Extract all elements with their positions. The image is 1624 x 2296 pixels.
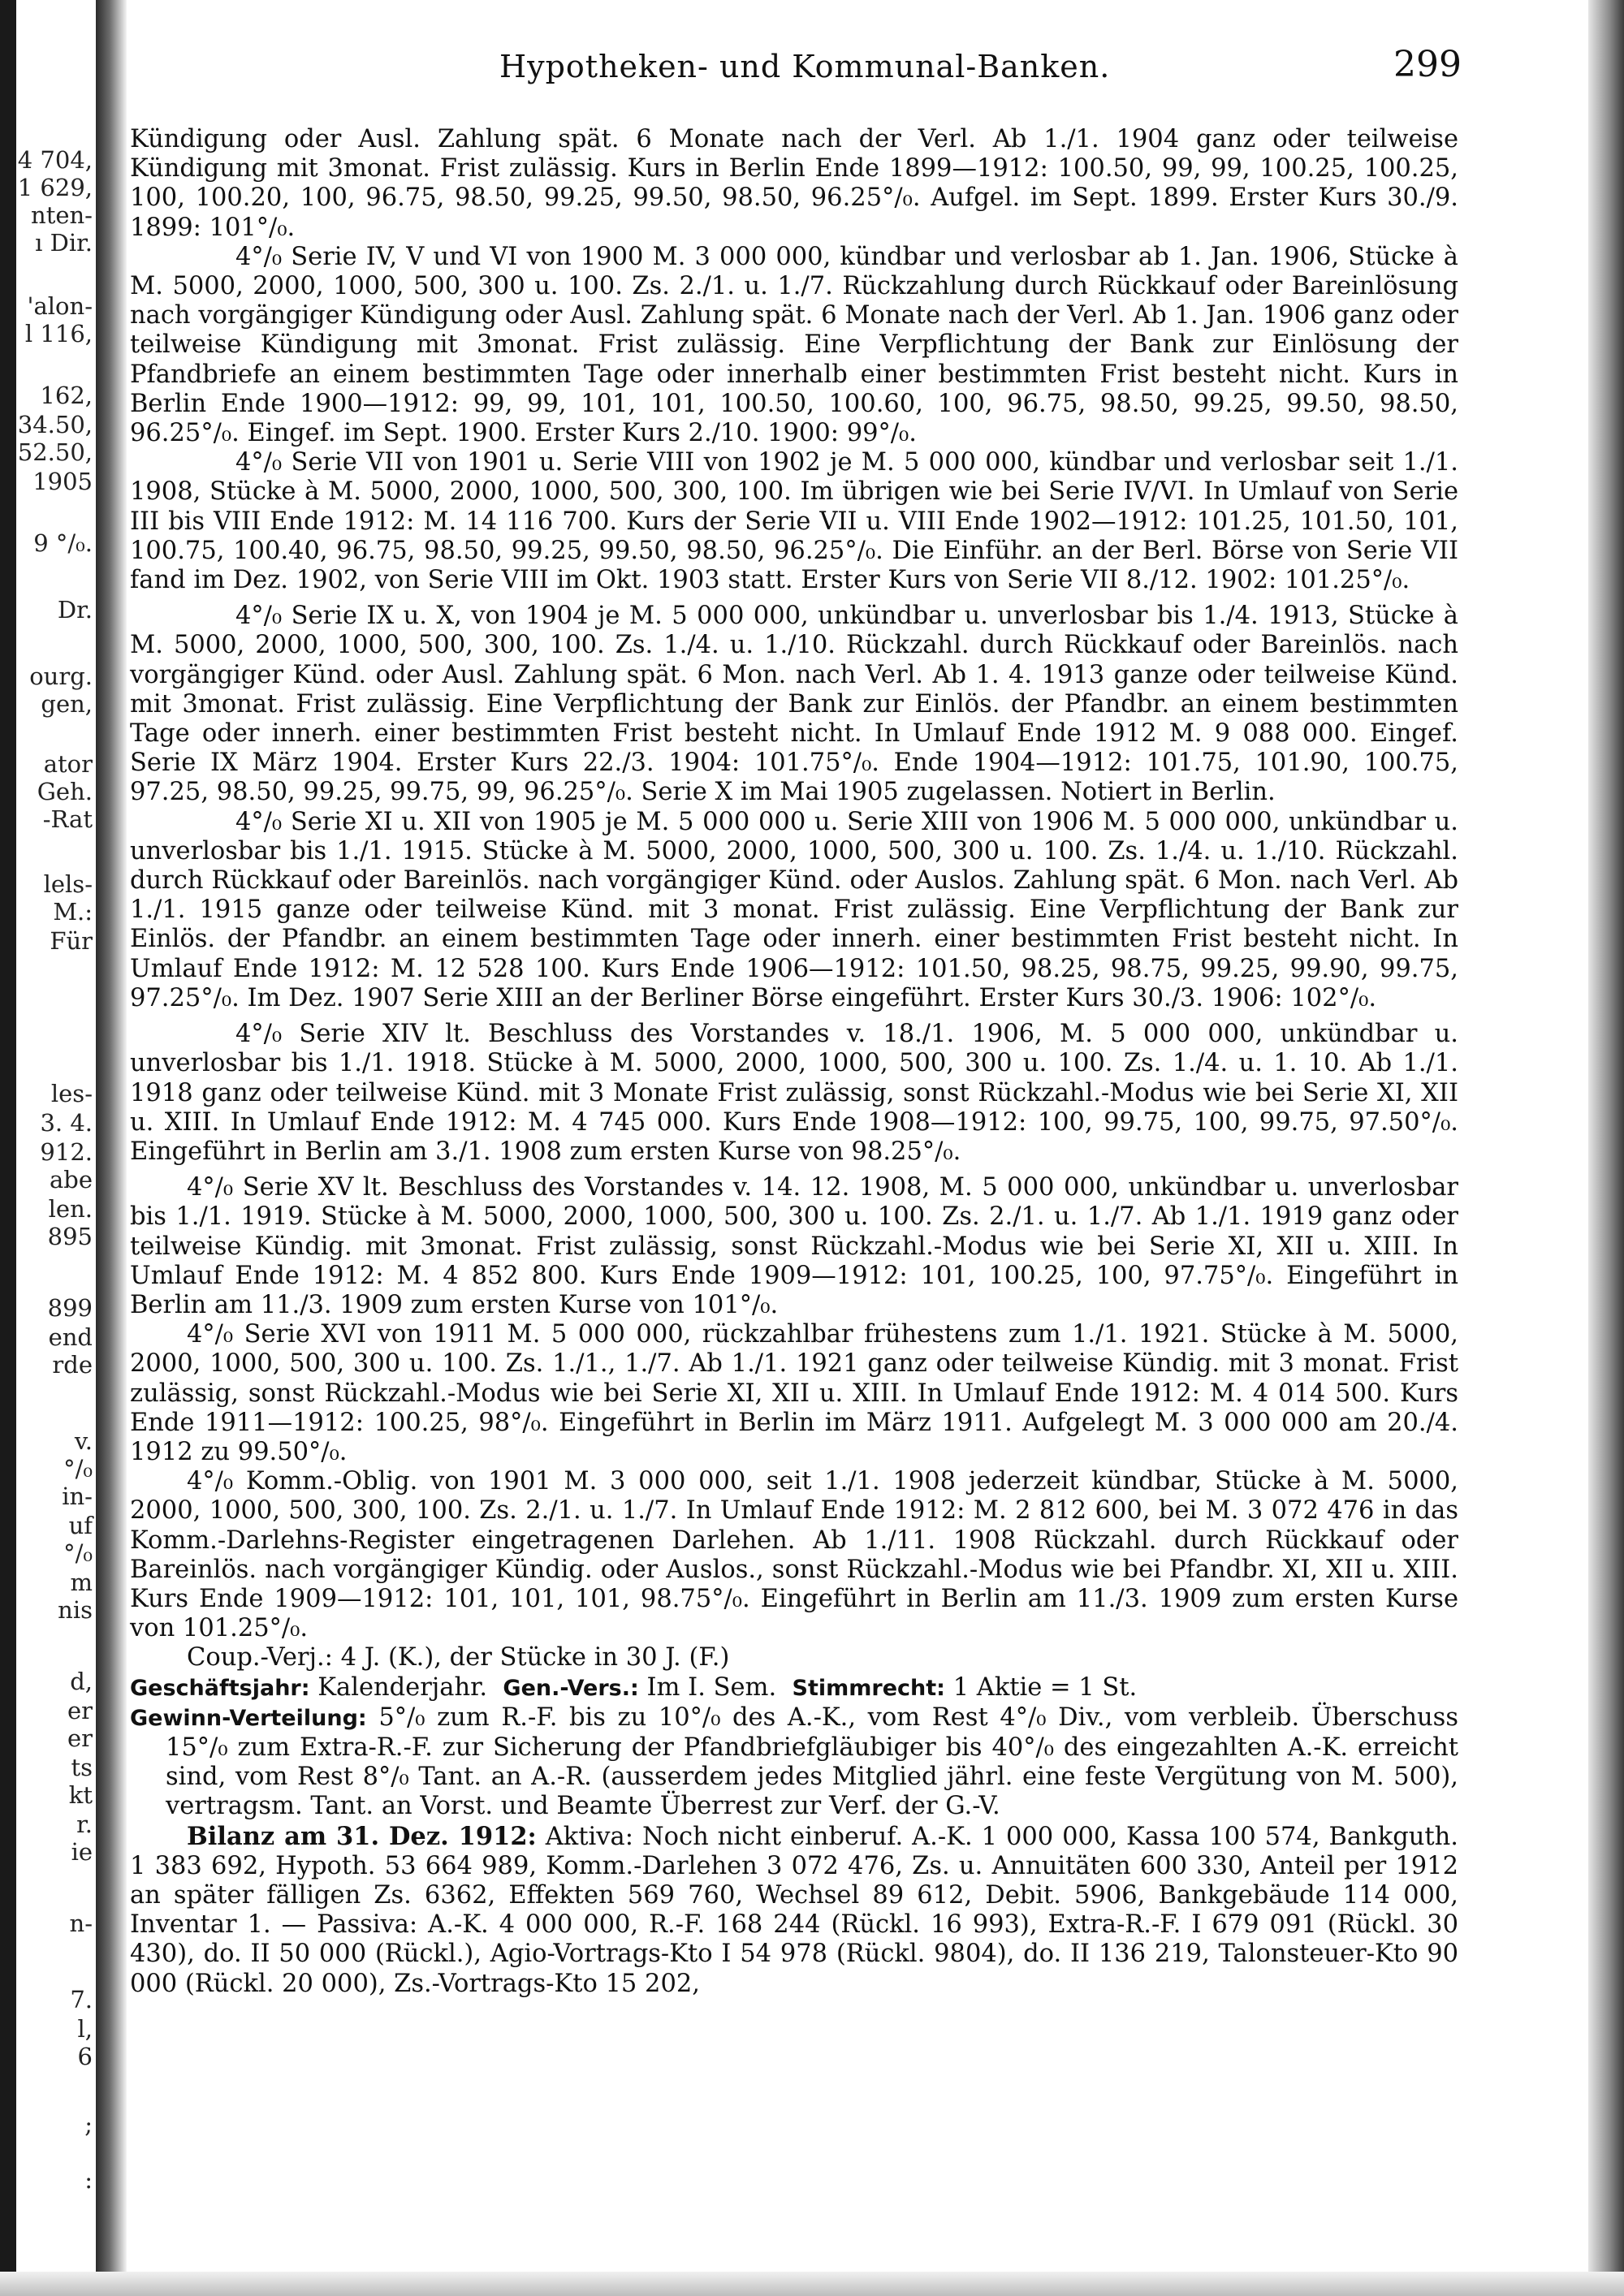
fragment-text: 7. bbox=[70, 1986, 93, 2013]
fragment-text: l, bbox=[77, 2015, 93, 2043]
fragment-text: v. bbox=[74, 1427, 93, 1455]
fragment-text: 'alon- bbox=[27, 292, 93, 320]
fragment-text: 899 bbox=[47, 1294, 93, 1322]
stimmrecht-label: Stimmrecht: bbox=[792, 1675, 945, 1701]
fragment-text: n- bbox=[69, 1910, 93, 1937]
paragraph: 4°/₀ Serie VII von 1901 u. Serie VIII von 1902 je M. 5 000 000, kündbar und verlosbar seit 1./1. 1908, Stücke à M. 5000, 2000, 1000, 500, 300, 100. Im übrigen wie bei Serie IV/VI. In Umlauf von Serie III bis VIII Ende 1912: M. 14 116 700. Kurs der Serie VII u. VIII Ende 1902—1912: 101.25, 101.50, 101, 100.75, 100.40, 96.75, 98.50, 99.25, 99.50, 98.50, 96.25°/₀. Die Einführ. an der Berl. Börse von Serie VII fand im Dez. 1902, von Serie VIII im Okt. 1903 statt. Erster Kurs von Serie VII 8./12. 1902: 101.25°/₀. bbox=[130, 448, 1458, 595]
fragment-text: len. bbox=[48, 1195, 93, 1223]
fragment-text: °/₀ bbox=[63, 1455, 93, 1482]
fragment-text: 1905 bbox=[32, 468, 93, 495]
genvers-label: Gen.-Vers.: bbox=[503, 1675, 639, 1701]
fragment-text: lels- bbox=[43, 870, 93, 898]
fragment-text: kt bbox=[68, 1781, 93, 1809]
fragment-text: : bbox=[84, 2166, 93, 2194]
fragment-text: ts bbox=[71, 1754, 93, 1781]
page-number: 299 bbox=[1393, 44, 1462, 85]
fragment-text: abe bbox=[49, 1166, 93, 1193]
scan-bottom-edge bbox=[0, 2272, 1624, 2296]
fragment-text: les- bbox=[50, 1080, 93, 1107]
fragment-text: ; bbox=[84, 2111, 93, 2138]
fragment-text: er bbox=[67, 1724, 93, 1752]
fragment-text: 1 629, bbox=[17, 174, 93, 201]
fragment-text: 9 °/₀. bbox=[33, 529, 93, 557]
fragment-text: gen, bbox=[41, 690, 93, 718]
fragment-text: l 116, bbox=[24, 320, 93, 347]
fragment-text: uf bbox=[68, 1512, 93, 1539]
paragraph: 4°/₀ Serie IV, V und VI von 1900 M. 3 000 000, kündbar und verlosbar ab 1. Jan. 1906, Stücke à M. 5000, 2000, 1000, 500, 300 u. 100. Zs. 2./1. u. 1./7. Rückzahlung durch Rückkauf oder Bareinlösung nach vorgängiger Kündigung oder Ausl. Zahlung spät. 6 Monate nach der Verl. Ab 1. Jan. 1906 ganz oder teilweise Kündigung mit 3monat. Frist zulässig. Eine Verpflichtung der Bank zur Einlösung der Pfandbriefe an einem bestimmten Tage oder innerhalb einer bestimmten Frist besteht nicht. Kurs in Berlin Ende 1900—1912: 99, 99, 101, 101, 100.50, 100.60, 100, 96.75, 98.50, 99.25, 99.50, 98.50, 96.25°/₀. Eingef. im Sept. 1900. Erster Kurs 2./10. 1900: 99°/₀. bbox=[130, 242, 1458, 448]
fragment-text: nis bbox=[58, 1596, 93, 1624]
gewinn-text: 5°/₀ zum R.-F. bis zu 10°/₀ des A.-K., vom Rest 4°/₀ Div., vom verbleib. Überschuss 15°/₀ zum Extra-R.-F. zur Sicherung der Pfandbriefgläubiger bis 40°/₀ des eingezahlten A.-K. erreicht sind, vom Rest 8°/₀ Tant. an A.-R. (ausserdem jedes Mitglied jährl. eine feste Vergütung von M. 500), vertragsm. Tant. an Vorst. und Beamte Überrest zur Verf. der G.-V. bbox=[166, 1703, 1458, 1821]
bilanz-text: Aktiva: Noch nicht einberuf. A.-K. 1 000 000, Kassa 100 574, Bankguth. 1 383 692, Hypoth. 53 664 989, Komm.-Darlehen 3 072 476, Zs. u. Annuitäten 600 330, Anteil per 1912 an später fälligen Zs. 6362, Effekten 569 760, Wechsel 89 612, Debit. 5906, Bankgebäude 114 000, Inventar 1. — Passiva: A.-K. 4 000 000, R.-F. 168 244 (Rückl. 16 993), Extra-R.-F. I 679 091 (Rückl. 30 430), do. II 50 000 (Rückl.), Agio-Vortrags-Kto I 54 978 (Rückl. 9804), do. II 136 219, Talonsteuer-Kto 90 000 (Rückl. 20 000), Zs.-Vortrags-Kto 15 202, bbox=[130, 1822, 1458, 1998]
fragment-text: ie bbox=[71, 1838, 93, 1866]
fragment-text: nten- bbox=[31, 201, 93, 229]
fragment-text: er bbox=[67, 1697, 93, 1724]
fragment-text: ı Dir. bbox=[35, 229, 93, 257]
fragment-text: 895 bbox=[47, 1223, 93, 1250]
paragraph: Coup.-Verj.: 4 J. (K.), der Stücke in 30 J. (F.) bbox=[187, 1643, 730, 1672]
paragraph: 4°/₀ Serie XVI von 1911 M. 5 000 000, rückzahlbar frühestens zum 1./1. 1921. Stücke à M. 5000, 2000, 1000, 500, 300 u. 100. Zs. 1./1., 1./7. Ab 1./1. 1921 ganz oder teilweise Kündig. mit 3 monat. Frist zulässig, sonst Rückzahl.-Modus wie bei Serie XI, XII u. XIII. In Umlauf Ende 1912: M. 4 014 500. Kurs Ende 1911—1912: 100.25, 98°/₀. Eingeführt in Berlin im März 1911. Aufgelegt M. 3 000 000 am 20./4. 1912 zu 99.50°/₀. bbox=[130, 1320, 1458, 1466]
fragment-text: 3. 4. bbox=[40, 1109, 93, 1137]
geschaeftsjahr-value: Kalenderjahr. bbox=[317, 1672, 488, 1702]
paragraph: 4°/₀ Serie XIV lt. Beschluss des Vorstandes v. 18./1. 1906, M. 5 000 000, unkündbar u. unverlosbar bis 1./1. 1918. Stücke à M. 5000, 2000, 1000, 500, 300 u. 100. Zs. 1./4. u. 1. 10. Ab 1./1. 1918 ganz oder teilweise Künd. mit 3 Monate Frist zulässig, sonst Rückzahl.-Modus wie bei Serie XI, XII u. XIII. In Umlauf Ende 1912: M. 4 745 000. Kurs Ende 1908—1912: 100, 99.75, 100, 99.75, 97.50°/₀. Eingeführt in Berlin am 3./1. 1908 zum ersten Kurse von 98.25°/₀. bbox=[130, 1020, 1458, 1166]
paragraph: 4°/₀ Serie IX u. X, von 1904 je M. 5 000 000, unkündbar u. unverlosbar bis 1./4. 1913, Stücke à M. 5000, 2000, 1000, 500, 300, 100. Zs. 1./4. u. 1./10. Rückzahl. durch Rückkauf oder Bareinlös. nach vorgängiger Künd. oder Ausl. Zahlung spät. 6 Mon. nach Verl. Ab 1. 4. 1913 ganze oder teilweise Künd. mit 3monat. Frist zulässig. Eine Verpflichtung der Bank zur Einlös. der Pfandbr. an einem bestimmten Tage oder innerh. einer bestimmten Frist besteht nicht. In Umlauf Ende 1912 M. 9 088 000. Eingef. Serie IX März 1904. Erster Kurs 22./3. 1904: 101.75°/₀. Ende 1904—1912: 101.75, 101.90, 100.75, 97.25, 98.50, 99.25, 99.75, 99, 96.25°/₀. Serie X im Mai 1905 zugelassen. Notiert in Berlin. bbox=[130, 602, 1458, 807]
fragment-text: m bbox=[70, 1569, 93, 1596]
body-text bbox=[130, 125, 1458, 1999]
fragment-text: 4 704, bbox=[17, 146, 93, 174]
previous-page-fragment bbox=[6, 0, 96, 2296]
running-head: Hypotheken- und Kommunal-Banken. bbox=[499, 49, 1111, 84]
fragment-text: 162, bbox=[40, 382, 93, 409]
fragment-text: 34.50, bbox=[17, 411, 93, 438]
fragment-text: end bbox=[48, 1323, 93, 1351]
fragment-text: Für bbox=[50, 927, 93, 955]
book-gutter bbox=[96, 0, 127, 2296]
paragraph: 4°/₀ Komm.-Oblig. von 1901 M. 3 000 000, seit 1./1. 1908 jederzeit kündbar, Stücke à M. 5000, 2000, 1000, 500, 300, 100. Zs. 2./1. u. 1./7. In Umlauf Ende 1912: M. 2 812 600, bei M. 3 072 476 in das Komm.-Darlehns-Register eingetragenen Darlehen. Ab 1./11. 1908 Rückzahl. durch Rückkauf oder Bareinlös. nach vorgängiger Kündig. oder Auslos., sonst Rückzahl.-Modus wie bei Pfandbr. XI, XII u. XIII. Kurs Ende 1909—1912: 101, 101, 101, 98.75°/₀. Eingeführt in Berlin am 11./3. 1909 zum ersten Kurse von 101.25°/₀. bbox=[130, 1467, 1458, 1643]
paragraph: 4°/₀ Serie XI u. XII von 1905 je M. 5 000 000 u. Serie XIII von 1906 M. 5 000 000, unkündbar u. unverlosbar bis 1./1. 1915. Stücke à M. 5000, 2000, 1000, 500, 300 u. 100. Zs. 1./4. u. 1./10. Rückzahl. durch Rückkauf oder Bareinlös. nach vorgängiger Künd. oder Auslos. Zahlung spät. 6 Mon. nach Verl. Ab 1./1. 1915 ganze oder teilweise Künd. mit 3 monat. Frist zulässig. Eine Verpflichtung der Bank zur Einlös. der Pfandbr. an einem bestimmten Tage oder innerh. einer bestimmten Frist besteht nicht. In Umlauf Ende 1912: M. 12 528 100. Kurs Ende 1906—1912: 101.50, 98.25, 98.75, 99.25, 99.90, 99.75, 97.25°/₀. Im Dez. 1907 Serie XIII an der Berliner Börse eingeführt. Erster Kurs 30./3. 1906: 102°/₀. bbox=[130, 807, 1458, 1012]
fragment-text: ourg. bbox=[29, 662, 93, 690]
gewinn-label: Gewinn-Verteilung: bbox=[130, 1705, 367, 1731]
fragment-text: r. bbox=[76, 1810, 93, 1838]
geschaeftsjahr-label: Geschäftsjahr: bbox=[130, 1675, 310, 1701]
fragment-text: Geh. bbox=[37, 778, 93, 805]
fragment-text: rde bbox=[52, 1351, 93, 1379]
paragraph: 4°/₀ Serie XV lt. Beschluss des Vorstandes v. 14. 12. 1908, M. 5 000 000, unkündbar u. unverlosbar bis 1./1. 1919. Stücke à M. 5000, 2000, 1000, 500, 300 u. 100. Zs. 2./1. u. 1./7. Ab 1./1. 1919 ganz oder teilweise Kündig. mit 3monat. Frist zulässig, sonst Rückzahl.-Modus wie bei Serie XI, XII u. XIII. In Umlauf Ende 1912: M. 4 852 800. Kurs Ende 1909—1912: 101, 100.25, 100, 97.75°/₀. Eingeführt in Berlin am 11./3. 1909 zum ersten Kurse von 101°/₀. bbox=[130, 1173, 1458, 1319]
fragment-text: 52.50, bbox=[17, 438, 93, 466]
genvers-value: Im I. Sem. bbox=[646, 1672, 777, 1702]
fragment-text: M.: bbox=[53, 898, 93, 926]
fragment-text: °/₀ bbox=[63, 1539, 93, 1567]
fragment-text: ator bbox=[43, 750, 93, 778]
bilanz bbox=[130, 1822, 1458, 1999]
fragment-text: in- bbox=[62, 1482, 93, 1510]
bilanz-label: Bilanz am 31. Dez. 1912: bbox=[187, 1821, 537, 1851]
stimmrecht-value: 1 Aktie = 1 St. bbox=[952, 1672, 1138, 1702]
gewinn-verteilung bbox=[130, 1703, 1458, 1822]
fragment-text: d, bbox=[70, 1668, 93, 1695]
fragment-text: -Rat bbox=[42, 805, 93, 833]
scan-right-edge bbox=[1588, 0, 1624, 2296]
fragment-text: 912. bbox=[40, 1138, 93, 1166]
fragment-text: Dr. bbox=[57, 596, 93, 624]
fragment-text: 6 bbox=[77, 2043, 93, 2070]
paragraph: Kündigung oder Ausl. Zahlung spät. 6 Monate nach der Verl. Ab 1./1. 1904 ganz oder teilweise Kündigung mit 3monat. Frist zulässig. Kurs in Berlin Ende 1899—1912: 100.50, 99, 99, 100.25, 100.25, 100, 100.20, 100, 96.75, 98.50, 99.25, 99.50, 98.50, 96.25°/₀. Aufgel. im Sept. 1899. Erster Kurs 30./9. 1899: 101°/₀. bbox=[130, 125, 1458, 242]
business-info-line bbox=[130, 1673, 1458, 1703]
